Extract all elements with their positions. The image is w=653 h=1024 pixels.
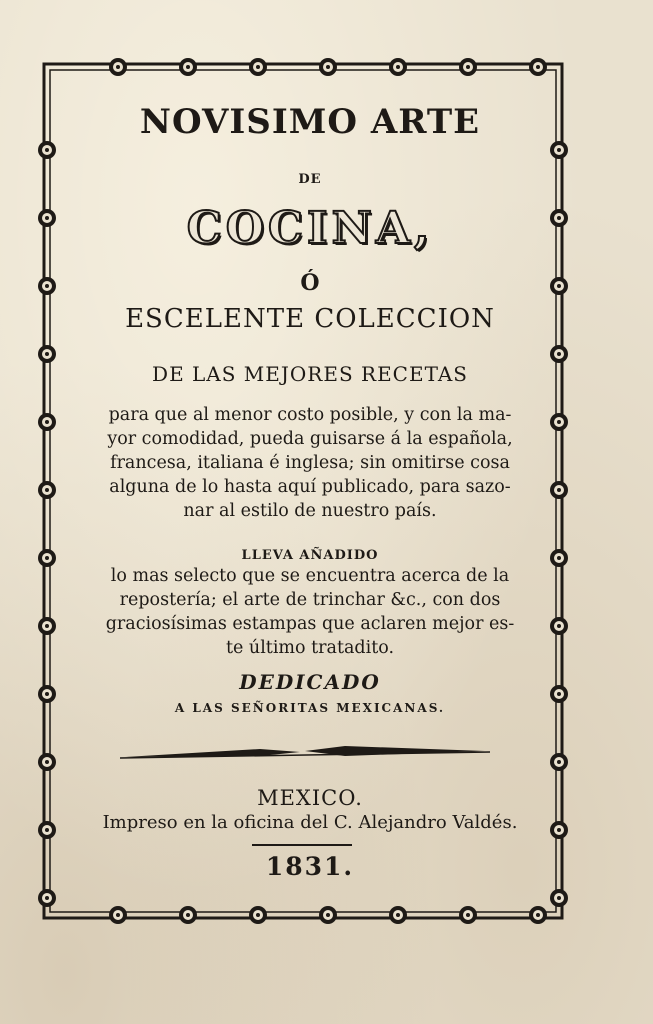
border-bead	[38, 549, 56, 567]
title-line: NOVISIMO ARTE	[139, 102, 481, 142]
border-bead	[38, 277, 56, 295]
description-line: para que al menor costo posible, y con la ma-	[108, 405, 512, 425]
border-bead	[38, 821, 56, 839]
imprint: Impreso en la oficina del C. Alejandro Valdés.	[102, 812, 518, 833]
subtitle-2: DE LAS MEJORES RECETAS	[152, 362, 468, 386]
border-bead	[38, 209, 56, 227]
dedicado-heading: DEDICADO	[239, 670, 381, 694]
border-bead	[319, 58, 337, 76]
dedication: A LAS SEÑORITAS MEXICANAS.	[174, 701, 446, 715]
border-bead	[109, 58, 127, 76]
border-bead	[389, 906, 407, 924]
border-bead	[38, 685, 56, 703]
main-title: COCINA,	[186, 203, 434, 254]
border-bead	[249, 906, 267, 924]
de-line: DE	[298, 172, 322, 187]
border-bead	[550, 345, 568, 363]
lleva-heading: LLEVA AÑADIDO	[241, 548, 379, 563]
description-line: alguna de lo hasta aquí publicado, para sazo-	[109, 477, 511, 497]
border-bead	[459, 58, 477, 76]
border-bead	[38, 753, 56, 771]
description-line: nar al estilo de nuestro país.	[183, 501, 437, 521]
border-bead	[550, 753, 568, 771]
place: MEXICO.	[257, 786, 363, 810]
border-bead	[38, 413, 56, 431]
border-bead	[389, 58, 407, 76]
addition-line: te último tratadito.	[225, 638, 395, 658]
border-bead	[249, 58, 267, 76]
border-bead	[38, 345, 56, 363]
description-line: francesa, italiana é inglesa; sin omitirse cosa	[110, 453, 510, 473]
description	[60, 403, 560, 523]
subtitle: ESCELENTE COLECCION	[125, 304, 495, 334]
description-line: yor comodidad, pueda guisarse á la española,	[107, 429, 513, 449]
border-bead	[550, 889, 568, 907]
border-bead	[529, 906, 547, 924]
border-bead	[109, 906, 127, 924]
conjunction: Ó	[300, 270, 320, 296]
addition-line: repostería; el arte de trinchar &c., con dos	[119, 590, 501, 610]
border-bead	[179, 906, 197, 924]
border-bead	[38, 889, 56, 907]
border-bead	[459, 906, 477, 924]
decorative-rule	[120, 746, 490, 758]
border-bead	[529, 58, 547, 76]
addition-line: graciosísimas estampas que aclaren mejor es-	[105, 614, 515, 634]
border-bead	[38, 141, 56, 159]
border-bead	[319, 906, 337, 924]
border-bead	[550, 141, 568, 159]
border-bead	[179, 58, 197, 76]
border-bead	[38, 617, 56, 635]
border-bead	[38, 481, 56, 499]
year: 1831.	[265, 852, 355, 881]
addition	[60, 564, 560, 660]
addition-line: lo mas selecto que se encuentra acerca de la	[110, 566, 510, 586]
